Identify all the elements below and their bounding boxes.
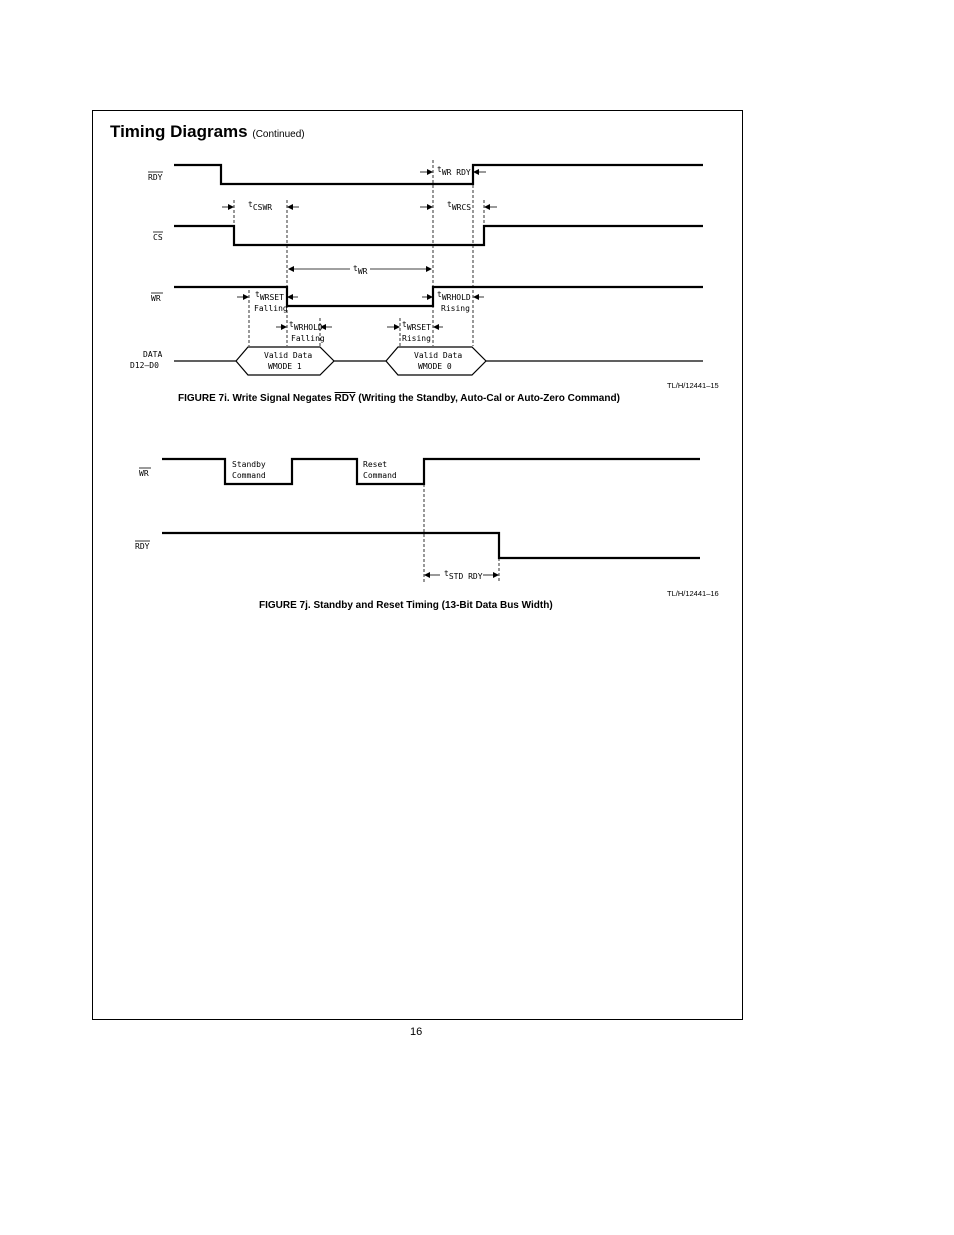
signal-wr-label: WR [151,294,161,303]
rising-2-label: Rising [402,334,431,343]
fig2-signal-wr-label: WR [139,469,149,478]
signal-rdy-label: RDY [148,173,163,182]
wmode0-label: WMODE 0 [418,362,452,371]
fig1-caption-post: (Writing the Standby, Auto-Cal or Auto-Zero Command) [355,393,620,404]
rising-1-label: Rising [441,304,470,313]
fig2-rdy-waveform [162,533,700,558]
standby-command-label: Command [232,471,266,480]
title-text: Timing Diagrams [110,122,248,141]
fig2-ref: TL/H/12441–16 [667,589,719,598]
wmode1-label: WMODE 1 [268,362,302,371]
t-wrcs-label: tWRCS [447,200,472,212]
fig1-caption-pre: FIGURE 7i. Write Signal Negates [178,393,335,404]
valid-data-0-label: Valid Data [414,351,463,360]
t-stdrdy-label: tSTD RDY [444,569,483,581]
fig2-signal-rdy-label: RDY [135,542,150,551]
t-wrhold-rising-label: tWRHOLD [437,290,471,302]
signal-data-bits-label: D12–D0 [130,361,159,370]
t-wr-label: tWR [353,264,368,276]
t-cswr-label: tCSWR [248,200,273,212]
t-wrset-rising-label: tWRSET [402,320,431,332]
cs-waveform [174,226,703,245]
fig1-caption-rdy: $\overline{RDY}$ [334,393,356,404]
falling-1-label: Falling [254,304,288,313]
reset-label: Reset [363,460,388,469]
t-wrrdy-label: tWR RDY [437,165,471,177]
fig2-caption: FIGURE 7j. Standby and Reset Timing (13-Bit Data Bus Width) [259,600,553,611]
signal-cs-label: CS [153,233,163,242]
fig1-ref: TL/H/12441–15 [667,381,719,390]
fig1-caption [178,393,620,404]
page-number: 16 [410,1026,423,1038]
standby-label: Standby [232,460,266,469]
t-wrhold-falling-label: tWRHOLD [289,320,323,332]
valid-data-1-label: Valid Data [264,351,313,360]
t-wrset-falling-label: tWRSET [255,290,284,302]
signal-data-label: DATA [143,350,163,359]
falling-2-label: Falling [291,334,325,343]
title-continued: (Continued) [252,129,305,140]
reset-command-label: Command [363,471,397,480]
